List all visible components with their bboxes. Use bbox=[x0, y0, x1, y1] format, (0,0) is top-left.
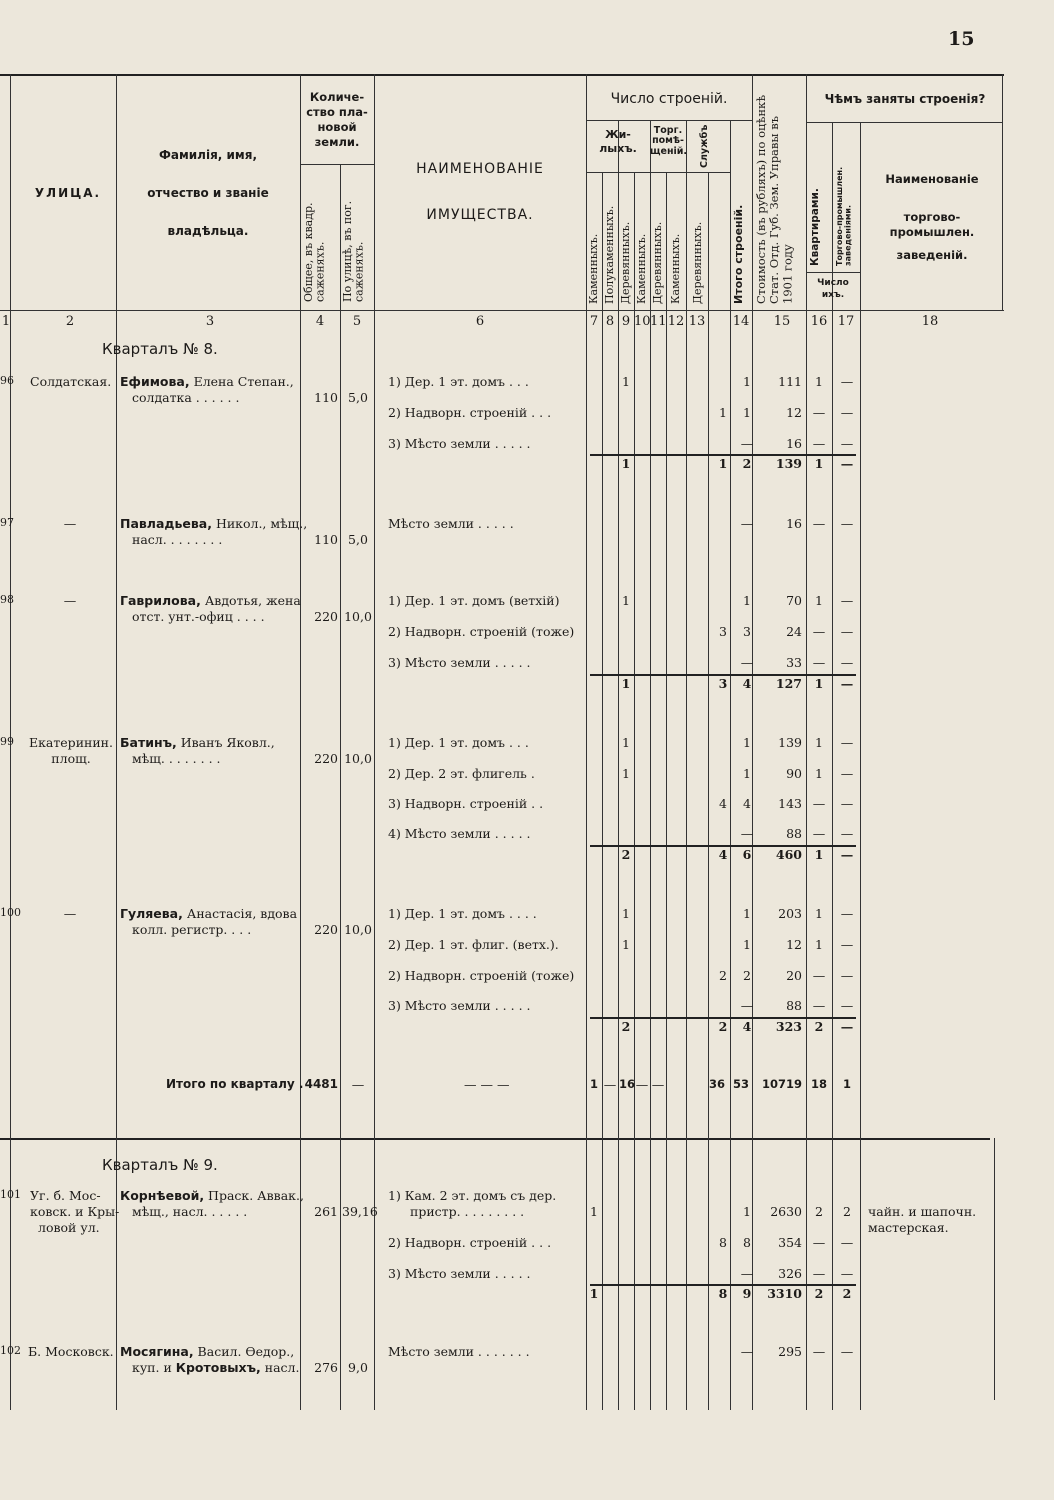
col-number-4: 4 bbox=[315, 314, 325, 329]
apartments-count: — bbox=[812, 796, 826, 811]
street-name: Б. Московск. bbox=[28, 1344, 114, 1359]
quarter-total-trade: 1 bbox=[842, 1077, 851, 1091]
header-name-est-3: заведеній. bbox=[896, 248, 968, 262]
subtotal-wooden: 1 bbox=[621, 676, 631, 691]
header-owner-1: Фамилія, имя, bbox=[158, 148, 258, 162]
apartments-count: — bbox=[812, 968, 826, 983]
trade-count: — bbox=[840, 1344, 854, 1359]
total-count: 1 bbox=[743, 374, 751, 389]
owner-name: Ефимова, Елена Степан., bbox=[120, 374, 294, 389]
value: 111 bbox=[778, 374, 802, 389]
trade-count: — bbox=[840, 405, 854, 420]
header-property-1: НАИМЕНОВАНІЕ bbox=[416, 161, 544, 177]
land-front: 10,0 bbox=[344, 609, 372, 624]
quarter-total-semistone: — bbox=[603, 1077, 617, 1092]
value: 12 bbox=[786, 937, 802, 952]
quarter-total-stone: 1 bbox=[589, 1077, 598, 1091]
owner-name: Гаврилова, Авдотья, жена bbox=[120, 593, 301, 608]
quarter-total-wooden: 16 bbox=[618, 1077, 635, 1091]
trade-count: — bbox=[840, 593, 854, 608]
col-number-9: 9 bbox=[621, 314, 631, 329]
total-count: 4 bbox=[743, 796, 751, 811]
value: 33 bbox=[786, 655, 802, 670]
owner-title: отст. унт.-офиц . . . . bbox=[132, 609, 265, 624]
wooden-count: 1 bbox=[622, 766, 630, 781]
total-count: 1 bbox=[743, 593, 751, 608]
col-number-14: 14 bbox=[732, 314, 750, 329]
col-line bbox=[340, 164, 341, 1410]
header-owner-2: отчество и званіе bbox=[147, 186, 269, 200]
subtotal-stone: 1 bbox=[589, 1286, 599, 1301]
trade-count: — bbox=[840, 968, 854, 983]
header-owner-3: владѣльца. bbox=[167, 224, 249, 238]
land-area: 220 bbox=[314, 922, 338, 937]
total-count: 2 bbox=[743, 968, 751, 983]
apartments-count: 1 bbox=[815, 374, 823, 389]
apartments-count: — bbox=[812, 1344, 826, 1359]
property-item: 1) Дер. 1 эт. домъ . . . . bbox=[388, 906, 537, 921]
street-name: — bbox=[63, 906, 77, 921]
col-number-3: 3 bbox=[205, 314, 215, 329]
col-number-17: 17 bbox=[837, 314, 855, 329]
property-item: 2) Надворн. строеній (тоже) bbox=[388, 624, 575, 639]
land-area: 220 bbox=[314, 751, 338, 766]
property-item: 2) Надворн. строеній . . . bbox=[388, 405, 552, 420]
header-name-est-1: Наименованіе bbox=[885, 172, 979, 186]
subtotal-apartments: 2 bbox=[814, 1286, 824, 1301]
owner-name: Батинъ, Иванъ Яковл., bbox=[120, 735, 275, 750]
property-item: 2) Надворн. строеній . . . bbox=[388, 1235, 552, 1250]
service-wooden-count: 2 bbox=[719, 968, 727, 983]
trade-count: — bbox=[840, 436, 854, 451]
trade-count: — bbox=[840, 998, 854, 1013]
trade-count: — bbox=[840, 516, 854, 531]
owner-title: солдатка . . . . . . bbox=[132, 390, 240, 405]
quarter-total-stone2: — bbox=[635, 1077, 649, 1092]
entry-number: 96 bbox=[0, 374, 14, 387]
col-line bbox=[860, 122, 861, 1410]
land-front: 10,0 bbox=[344, 751, 372, 766]
trade-count: — bbox=[840, 1235, 854, 1250]
subtotal-total: 9 bbox=[742, 1286, 752, 1301]
total-count: — bbox=[740, 826, 754, 841]
header-buildings: Число строеній. bbox=[610, 91, 728, 107]
value: 88 bbox=[786, 998, 802, 1013]
value: 326 bbox=[778, 1266, 802, 1281]
col-line bbox=[602, 172, 603, 1410]
header-stone3: Каменныхъ. bbox=[669, 233, 682, 304]
quarter-divider-rule bbox=[0, 1138, 990, 1140]
owner-name: Гуляева, Анастасія, вдова bbox=[120, 906, 298, 921]
header-count: Число ихъ. bbox=[817, 278, 849, 300]
occupied-subheader-rule bbox=[806, 122, 1002, 123]
property-item: 2) Дер. 2 эт. флигель . bbox=[388, 766, 535, 781]
value: 88 bbox=[786, 826, 802, 841]
header-name-est-2: торгово-промышлен. bbox=[889, 210, 975, 239]
header-land-street: По улицѣ, въ пог. саженяхъ. bbox=[341, 200, 366, 302]
total-count: — bbox=[740, 1344, 754, 1359]
value: 143 bbox=[778, 796, 802, 811]
col-number-1: 1 bbox=[1, 314, 11, 329]
property-item: 3) Надворн. строеній . . bbox=[388, 796, 544, 811]
subtotal-apartments: 1 bbox=[814, 847, 824, 862]
total-count: — bbox=[740, 516, 754, 531]
entry-number: 101 bbox=[0, 1188, 21, 1201]
quarter-total-service: 36 bbox=[708, 1077, 725, 1091]
value: 2630 bbox=[770, 1204, 802, 1219]
property-item: Мѣсто земли . . . . . . . bbox=[388, 1344, 530, 1359]
subtotal-value: 127 bbox=[775, 676, 802, 691]
header-stone2: Каменныхъ. bbox=[635, 233, 648, 304]
apartments-count: — bbox=[812, 436, 826, 451]
col-number-11: 11 bbox=[650, 314, 667, 329]
street-name: Солдатская. bbox=[30, 374, 112, 389]
subtotal-value: 139 bbox=[775, 456, 802, 471]
subtotal-total: 2 bbox=[742, 456, 752, 471]
value: 24 bbox=[786, 624, 802, 639]
quarter-title: Кварталъ № 8. bbox=[102, 340, 218, 358]
trade-count: — bbox=[840, 766, 854, 781]
quarter-total-wooden2: — bbox=[651, 1077, 665, 1092]
property-item: 2) Надворн. строеній (тоже) bbox=[388, 968, 575, 983]
header-wooden: Деревянныхъ. bbox=[619, 221, 632, 304]
value: 295 bbox=[778, 1344, 802, 1359]
subtotal-wooden: 2 bbox=[621, 1019, 631, 1034]
land-area: 110 bbox=[314, 532, 338, 547]
street-name: ковск. и Кры- bbox=[30, 1204, 120, 1219]
header-land-total: Общее, въ квадр. саженяхъ. bbox=[302, 202, 327, 302]
apartments-count: 2 bbox=[815, 1204, 823, 1219]
value: 70 bbox=[786, 593, 802, 608]
subtotal-value: 3310 bbox=[767, 1286, 802, 1301]
trade-count: — bbox=[840, 906, 854, 921]
wooden-count: 1 bbox=[622, 735, 630, 750]
property-item: Мѣсто земли . . . . . bbox=[388, 516, 514, 531]
land-front: 5,0 bbox=[348, 532, 368, 547]
subtotal-trade: — bbox=[840, 456, 854, 471]
total-count: 1 bbox=[743, 1204, 751, 1219]
apartments-count: — bbox=[812, 826, 826, 841]
value: 139 bbox=[778, 735, 802, 750]
land-subheader-rule bbox=[300, 164, 374, 165]
col-line bbox=[708, 172, 709, 1410]
header-commercial: Торг. помѣ-щеній. bbox=[650, 125, 688, 157]
owner-title: насл. . . . . . . . bbox=[132, 532, 223, 547]
apartments-count: — bbox=[812, 516, 826, 531]
trade-count: — bbox=[840, 937, 854, 952]
service-wooden-count: 3 bbox=[719, 624, 727, 639]
header-service: Службъ bbox=[699, 124, 710, 168]
apartments-count: — bbox=[812, 1235, 826, 1250]
apartments-count: — bbox=[812, 624, 826, 639]
owner-title: мѣщ. . . . . . . . bbox=[132, 751, 221, 766]
header-property-2: ИМУЩЕСТВА. bbox=[426, 207, 534, 223]
wooden-count: 1 bbox=[622, 937, 630, 952]
count-subheader-rule bbox=[806, 272, 860, 273]
quarter-total-property: — — — bbox=[464, 1077, 510, 1092]
page-number: 15 bbox=[948, 28, 975, 50]
trade-count: — bbox=[840, 655, 854, 670]
total-count: 8 bbox=[743, 1235, 751, 1250]
owner-name: Мосягина, Васил. Ѳедор., bbox=[120, 1344, 295, 1359]
total-count: 3 bbox=[743, 624, 751, 639]
total-count: 1 bbox=[743, 937, 751, 952]
col-number-8: 8 bbox=[605, 314, 615, 329]
owner-name: Павладьева, Никол., мѣщ., bbox=[120, 516, 308, 531]
entry-number: 99 bbox=[0, 735, 14, 748]
subtotal-total: 4 bbox=[742, 676, 752, 691]
apartments-count: 1 bbox=[815, 937, 823, 952]
value: 12 bbox=[786, 405, 802, 420]
header-land-qty: Количе-ство пла-новой земли. bbox=[306, 90, 368, 149]
subtotal-wooden: 1 bbox=[621, 456, 631, 471]
property-item: 3) Мѣсто земли . . . . . bbox=[388, 998, 531, 1013]
wooden-count: 1 bbox=[622, 593, 630, 608]
header-wooden3: Деревянныхъ. bbox=[691, 221, 704, 304]
header-value: Стоимость (въ рубляхъ) по оцѣнкѣ Стат. Отд. Губ. Зем. Управы въ 1901 году bbox=[754, 94, 795, 304]
col-number-13: 13 bbox=[688, 314, 706, 329]
trade-count: — bbox=[840, 826, 854, 841]
land-area: 220 bbox=[314, 609, 338, 624]
header-semistone: Полукаменныхъ. bbox=[603, 205, 616, 304]
col-number-10: 10 bbox=[634, 314, 651, 329]
col-line bbox=[1002, 74, 1003, 310]
subtotal-apartments: 1 bbox=[814, 676, 824, 691]
apartments-count: — bbox=[812, 1266, 826, 1281]
subtotal-apartments: 2 bbox=[814, 1019, 824, 1034]
quarter-title: Кварталъ № 9. bbox=[102, 1156, 218, 1174]
value: 16 bbox=[786, 516, 802, 531]
subtotal-service: 1 bbox=[718, 456, 728, 471]
apartments-count: — bbox=[812, 998, 826, 1013]
trade-count: 2 bbox=[843, 1204, 851, 1219]
header-total-buildings: Итого строеній. bbox=[732, 204, 745, 304]
header-bottom-rule bbox=[0, 310, 1004, 311]
subtotal-total: 4 bbox=[742, 1019, 752, 1034]
subtotal-trade: — bbox=[840, 1019, 854, 1034]
header-residential: Жи-лыхъ. bbox=[599, 128, 637, 156]
subtotal-value: 323 bbox=[775, 1019, 802, 1034]
quarter-total-front: — bbox=[351, 1077, 365, 1092]
col-number-15: 15 bbox=[773, 314, 791, 329]
land-area: 110 bbox=[314, 390, 338, 405]
subtotal-trade: — bbox=[840, 676, 854, 691]
total-count: 1 bbox=[743, 735, 751, 750]
total-count: — bbox=[740, 436, 754, 451]
service-wooden-count: 4 bbox=[719, 796, 727, 811]
header-occupied: Чѣмъ заняты строенія? bbox=[824, 92, 986, 106]
trade-count: — bbox=[840, 735, 854, 750]
street-name: Екатеринин. площ. bbox=[28, 735, 113, 766]
service-wooden-count: 8 bbox=[719, 1235, 727, 1250]
trade-count: — bbox=[840, 624, 854, 639]
street-name: — bbox=[63, 516, 77, 531]
apartments-count: 1 bbox=[815, 735, 823, 750]
trade-count: — bbox=[840, 1266, 854, 1281]
street-name: ловой ул. bbox=[38, 1220, 100, 1235]
land-front: 10,0 bbox=[344, 922, 372, 937]
land-area: 276 bbox=[314, 1360, 338, 1375]
total-count: 1 bbox=[743, 766, 751, 781]
apartments-count: — bbox=[812, 655, 826, 670]
header-trade-est: Торгово-промышлен. заведеніями. bbox=[835, 166, 853, 266]
quarter-total-area: 4481 bbox=[304, 1077, 338, 1091]
value: 16 bbox=[786, 436, 802, 451]
subtotal-trade: — bbox=[840, 847, 854, 862]
entry-number: 98 bbox=[0, 593, 14, 606]
header-wooden2: Деревянныхъ. bbox=[651, 221, 664, 304]
entry-number: 100 bbox=[0, 906, 21, 919]
header-stone: Каменныхъ. bbox=[587, 233, 600, 304]
buildings-subheader-rule bbox=[586, 120, 752, 121]
total-count: — bbox=[740, 655, 754, 670]
property-item: 1) Кам. 2 эт. домъ съ дер. bbox=[388, 1188, 557, 1203]
col-line bbox=[300, 74, 301, 1410]
subtotal-wooden: 2 bbox=[621, 847, 631, 862]
subtotal-service: 4 bbox=[718, 847, 728, 862]
col-line bbox=[634, 172, 635, 1410]
subtotal-apartments: 1 bbox=[814, 456, 824, 471]
land-area: 261 bbox=[314, 1204, 338, 1219]
property-item: 3) Мѣсто земли . . . . . bbox=[388, 436, 531, 451]
col-number-6: 6 bbox=[475, 314, 485, 329]
col-number-2: 2 bbox=[65, 314, 75, 329]
wooden-count: 1 bbox=[622, 374, 630, 389]
subtotal-service: 2 bbox=[718, 1019, 728, 1034]
value: 90 bbox=[786, 766, 802, 781]
quarter-total-value: 10719 bbox=[761, 1077, 802, 1091]
owner-title: куп. и Кротовыхъ, насл. bbox=[132, 1360, 300, 1375]
subtotal-service: 3 bbox=[718, 676, 728, 691]
street-name: Уг. б. Мос- bbox=[30, 1188, 101, 1203]
property-item: 4) Мѣсто земли . . . . . bbox=[388, 826, 531, 841]
property-item-cont: пристр. . . . . . . . . bbox=[410, 1204, 525, 1219]
quarter-total-label: Итого по кварталу . bbox=[166, 1077, 304, 1091]
value: 354 bbox=[778, 1235, 802, 1250]
establishment-name: чайн. и шапочн. bbox=[868, 1204, 977, 1219]
street-name: — bbox=[63, 593, 77, 608]
col-number-18: 18 bbox=[921, 314, 939, 329]
subtotal-service: 8 bbox=[718, 1286, 728, 1301]
header-apartments: Квартирами. bbox=[809, 188, 821, 266]
wooden-count: 1 bbox=[622, 906, 630, 921]
land-front: 39,16 bbox=[342, 1204, 378, 1219]
col-number-16: 16 bbox=[810, 314, 828, 329]
total-count: 1 bbox=[743, 405, 751, 420]
apartments-count: — bbox=[812, 405, 826, 420]
service-wooden-count: 1 bbox=[719, 405, 727, 420]
owner-title: мѣщ., насл. . . . . . bbox=[132, 1204, 248, 1219]
header-street: УЛИЦА. bbox=[34, 186, 102, 200]
property-item: 1) Дер. 1 эт. домъ . . . bbox=[388, 374, 529, 389]
entry-number: 97 bbox=[0, 516, 14, 529]
total-count: — bbox=[740, 998, 754, 1013]
value: 203 bbox=[778, 906, 802, 921]
establishment-name: мастерская. bbox=[868, 1220, 949, 1235]
apartments-count: 1 bbox=[815, 766, 823, 781]
owner-name: Корнѣевой, Праск. Аввак., bbox=[120, 1188, 304, 1203]
total-count: — bbox=[740, 1266, 754, 1281]
col-number-5: 5 bbox=[352, 314, 362, 329]
property-item: 2) Дер. 1 эт. флиг. (ветх.). bbox=[388, 937, 559, 952]
col-line bbox=[994, 1138, 995, 1400]
quarter-total-buildings: 53 bbox=[732, 1077, 749, 1091]
land-front: 9,0 bbox=[348, 1360, 368, 1375]
col-line bbox=[666, 172, 667, 1410]
subtotal-trade: 2 bbox=[842, 1286, 852, 1301]
value: 20 bbox=[786, 968, 802, 983]
owner-title: колл. регистр. . . . bbox=[132, 922, 252, 937]
table-top-rule bbox=[0, 74, 1004, 76]
entry-number: 102 bbox=[0, 1344, 21, 1357]
subtotal-total: 6 bbox=[742, 847, 752, 862]
total-count: 1 bbox=[743, 906, 751, 921]
apartments-count: 1 bbox=[815, 593, 823, 608]
property-item: 1) Дер. 1 эт. домъ (ветхій) bbox=[388, 593, 560, 608]
trade-count: — bbox=[840, 796, 854, 811]
col-number-7: 7 bbox=[589, 314, 599, 329]
quarter-total-apartments: 18 bbox=[810, 1077, 827, 1091]
subtotal-value: 460 bbox=[775, 847, 802, 862]
property-item: 1) Дер. 1 эт. домъ . . . bbox=[388, 735, 529, 750]
col-number-12: 12 bbox=[667, 314, 685, 329]
trade-count: — bbox=[840, 374, 854, 389]
property-item: 3) Мѣсто земли . . . . . bbox=[388, 655, 531, 670]
col-line bbox=[806, 74, 807, 1410]
apartments-count: 1 bbox=[815, 906, 823, 921]
stone-count: 1 bbox=[590, 1204, 598, 1219]
land-front: 5,0 bbox=[348, 390, 368, 405]
property-item: 3) Мѣсто земли . . . . . bbox=[388, 1266, 531, 1281]
